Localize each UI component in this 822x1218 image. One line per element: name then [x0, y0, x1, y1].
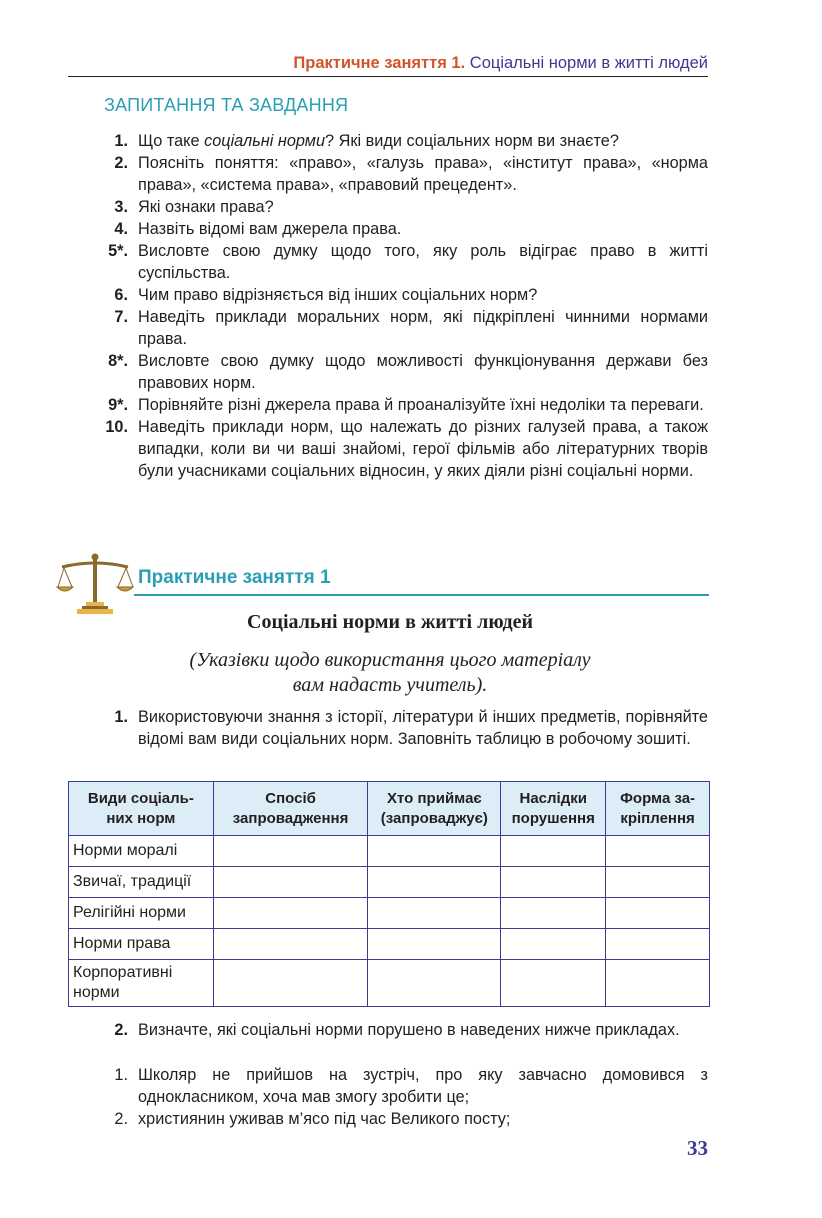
example-item	[94, 1108, 708, 1130]
question-text: Наведіть приклади моральних норм, які підкріплені чинними нормами права.	[138, 308, 708, 348]
question-text: Назвіть відомі вам джерела права.	[138, 220, 402, 238]
empty-cell	[368, 929, 501, 960]
question-number: 3.	[114, 198, 128, 216]
header-title: Соціальні норми в житті людей	[469, 54, 708, 72]
note-line: (Указівки щодо використання цього матеріалу	[189, 649, 591, 671]
task-number: 1.	[114, 708, 128, 726]
row-label-cell: Норми права	[69, 929, 214, 960]
empty-cell	[368, 867, 501, 898]
empty-cell	[213, 898, 368, 929]
question-text: Висловте свою думку щодо можливості функціонування держави без правових норм.	[138, 352, 708, 392]
empty-cell	[213, 960, 368, 1007]
practice-title: Практичне заняття 1	[138, 567, 331, 588]
task-text: Визначте, які соціальні норми порушено в наведених нижче прикладах.	[138, 1021, 680, 1039]
question-number: 5*.	[108, 242, 128, 260]
question-item	[94, 284, 708, 306]
question-number: 7.	[114, 308, 128, 326]
empty-cell	[213, 929, 368, 960]
table-row	[69, 960, 710, 1007]
question-item	[94, 306, 708, 350]
page-number: 33	[687, 1136, 708, 1160]
empty-cell	[213, 836, 368, 867]
table-row	[69, 836, 710, 867]
question-number: 2.	[114, 154, 128, 172]
question-number: 9*.	[108, 396, 128, 414]
question-text: Що таке соціальні норми? Які види соціальних норм ви знаєте?	[138, 132, 619, 150]
note-line: вам надасть учитель).	[292, 674, 488, 696]
question-number: 6.	[114, 286, 128, 304]
emphasis-term: соціальні норми	[204, 132, 326, 150]
empty-cell	[368, 898, 501, 929]
column-header: Спосіб запровадження	[213, 782, 368, 836]
column-header: Форма за- кріплення	[606, 782, 710, 836]
empty-cell	[501, 836, 606, 867]
question-text: Поясніть поняття: «право», «галузь права», «інститут права», «норма права», «система права», «правовий прецедент».	[138, 154, 708, 194]
empty-cell	[501, 960, 606, 1007]
column-header: Наслідки порушення	[501, 782, 606, 836]
column-header: Види соціаль- них норм	[69, 782, 214, 836]
question-item	[94, 240, 708, 284]
example-text: християнин уживав м’ясо під час Великого посту;	[138, 1110, 511, 1128]
question-text: Які ознаки права?	[138, 198, 274, 216]
task-text: Використовуючи знання з історії, літератури й інших предметів, порівняйте відомі вам види соціальних норм. Заповніть таблицю в робочому зошиті.	[138, 708, 708, 748]
task-item	[94, 706, 708, 750]
practice-heading: Соціальні норми в житті людей	[247, 611, 533, 633]
empty-cell	[368, 836, 501, 867]
header-divider	[68, 76, 708, 77]
column-header: Хто приймає (запроваджує)	[368, 782, 501, 836]
questions-heading: ЗАПИТАННЯ ТА ЗАВДАННЯ	[104, 95, 349, 115]
question-number: 4.	[114, 220, 128, 238]
empty-cell	[606, 960, 710, 1007]
question-text: Наведіть приклади норм, що належать до різних галузей права, а також випадки, коли ви чи ваші знайомі, герої фільмів або літературних творів були учасниками соціальних відносин, у яких діяли різні соціальні норми.	[138, 418, 708, 480]
question-item	[94, 416, 708, 482]
empty-cell	[501, 898, 606, 929]
scales-icon	[56, 553, 134, 615]
empty-cell	[501, 867, 606, 898]
empty-cell	[368, 960, 501, 1007]
table-row	[69, 898, 710, 929]
question-text: Висловте свою думку щодо того, яку роль відіграє право в житті суспільства.	[138, 242, 708, 282]
example-item	[94, 1064, 708, 1108]
empty-cell	[213, 867, 368, 898]
example-number: 1.	[114, 1066, 128, 1084]
running-header	[0, 54, 708, 73]
example-number: 2.	[114, 1110, 128, 1128]
norms-table	[68, 781, 710, 1007]
row-label-cell: Корпоративні норми	[69, 960, 214, 1007]
row-label-cell: Норми моралі	[69, 836, 214, 867]
question-text: Порівняйте різні джерела права й проаналізуйте їхні недоліки та переваги.	[138, 396, 704, 414]
question-item	[94, 350, 708, 394]
question-number: 8*.	[108, 352, 128, 370]
example-text: Школяр не прийшов на зустріч, про яку завчасно домовився з однокласником, хоча мав змогу зробити це;	[138, 1066, 708, 1106]
empty-cell	[606, 867, 710, 898]
empty-cell	[606, 898, 710, 929]
table-row	[69, 867, 710, 898]
empty-cell	[606, 929, 710, 960]
question-number: 1.	[114, 132, 128, 150]
practice-divider	[134, 594, 709, 596]
table-row	[69, 929, 710, 960]
practice-note	[0, 648, 780, 698]
task-number: 2.	[114, 1021, 128, 1039]
question-item	[94, 152, 708, 196]
row-label-cell: Звичаї, традиції	[69, 867, 214, 898]
question-number: 10.	[105, 418, 128, 436]
question-item	[94, 130, 708, 152]
empty-cell	[501, 929, 606, 960]
question-item	[94, 196, 708, 218]
task-item	[94, 1019, 708, 1041]
question-item	[94, 218, 708, 240]
header-practice-label: Практичне заняття 1.	[293, 54, 466, 72]
table-header-row	[69, 782, 710, 836]
empty-cell	[606, 836, 710, 867]
row-label-cell: Релігійні норми	[69, 898, 214, 929]
question-item	[94, 394, 708, 416]
questions-list	[94, 130, 708, 482]
question-text: Чим право відрізняється від інших соціальних норм?	[138, 286, 538, 304]
